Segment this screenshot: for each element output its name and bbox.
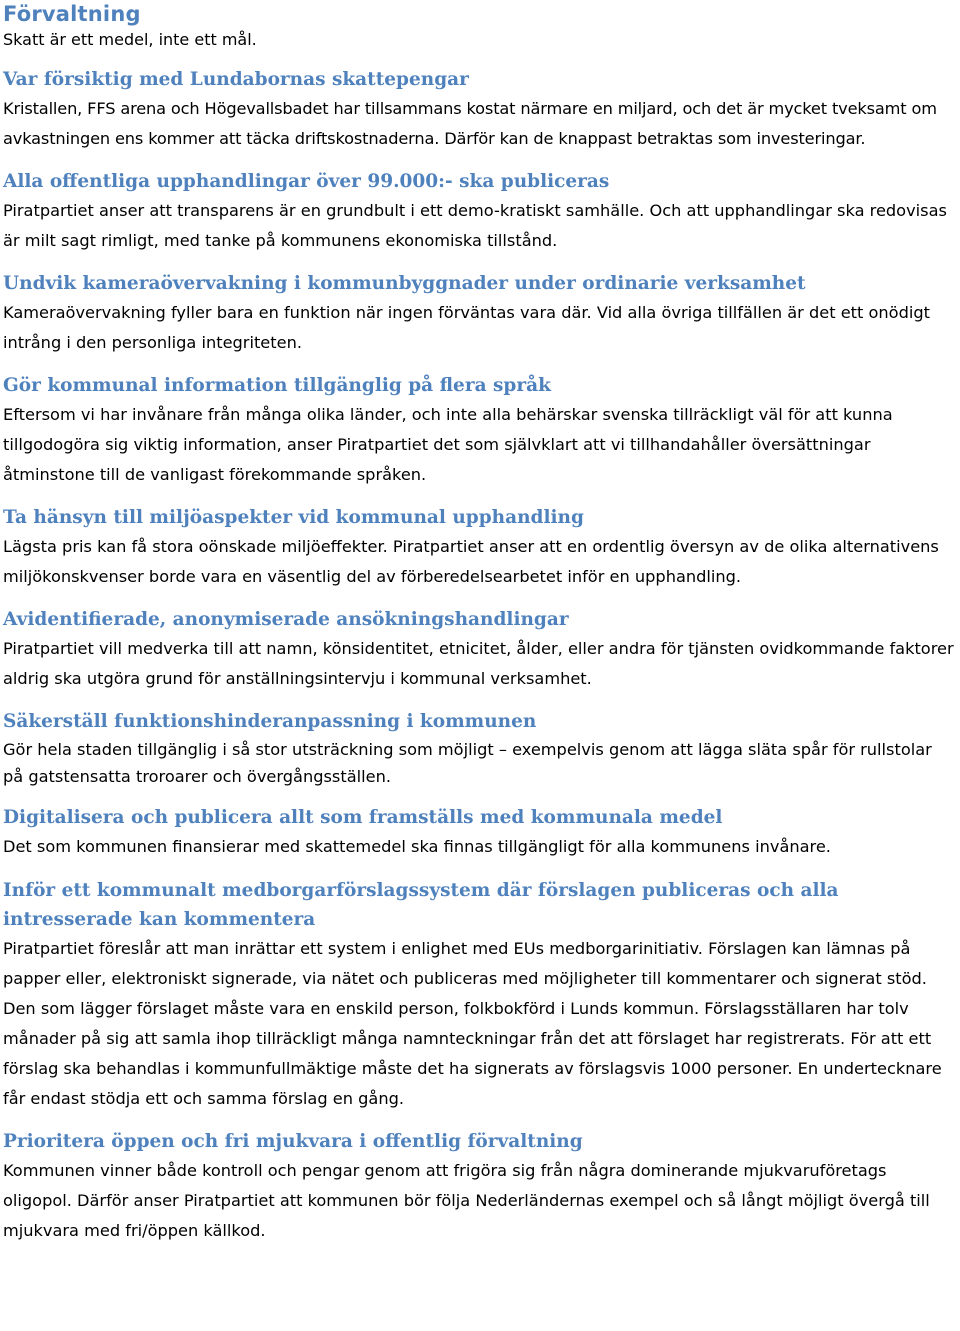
section-heading: Säkerställ funktionshinderanpassning i kommunen (3, 711, 537, 732)
section-lundabornas-skattepengar (3, 66, 957, 154)
page-title: Förvaltning (3, 2, 141, 26)
section-heading: Var försiktig med Lundabornas skattepengar (3, 69, 469, 90)
section-ansokningshandlingar (3, 606, 957, 694)
section-body: Det som kommunen finansierar med skattemedel ska finnas tillgängligt för alla kommunens invånare. (3, 837, 831, 856)
section-kameraovervakning (3, 270, 957, 358)
section-body: Kristallen, FFS arena och Högevallsbadet har tillsammans kostat närmare en miljard, och det är mycket tveksamt om avkastningen ens kommer att täcka driftskostnaderna. Därför kan de knappast betraktas som investeringar. (3, 99, 937, 148)
section-body: Eftersom vi har invånare från många olika länder, och inte alla behärskar svenska tillräckligt väl för att kunna tillgodogöra sig viktig information, anser Piratpartiet det som självklart att vi tillhandahåller översättningar åtminstone till de vanligast förekommande språken. (3, 405, 893, 484)
section-heading: Avidentifierade, anonymiserade ansökningshandlingar (3, 609, 569, 630)
section-body: Kameraövervakning fyller bara en funktion när ingen förväntas vara där. Vid alla övriga tillfällen är det ett onödigt intrång i den personliga integriteten. (3, 303, 930, 352)
section-digitalisera (3, 804, 957, 862)
section-offentliga-upphandlingar (3, 168, 957, 256)
section-miljoaspekter (3, 504, 957, 592)
page-subtitle: Skatt är ett medel, inte ett mål. (3, 30, 257, 49)
section-heading: Alla offentliga upphandlingar över 99.000:- ska publiceras (3, 171, 610, 192)
section-medborgarforslag (3, 876, 957, 1114)
section-flera-sprak (3, 372, 957, 490)
section-body: Gör hela staden tillgänglig i så stor utsträckning som möjligt – exempelvis genom att lägga släta spår för rullstolar på gatstensatta troroarer och övergångsställen. (3, 740, 932, 786)
section-heading: Digitalisera och publicera allt som framställs med kommunala medel (3, 807, 723, 828)
section-fri-mjukvara (3, 1128, 957, 1246)
section-body: Lägsta pris kan få stora oönskade miljöeffekter. Piratpartiet anser att en ordentlig översyn av de olika alternativens miljökonskvenser borde vara en väsentlig del av förberedelsearbetet inför en upphandling. (3, 537, 939, 586)
section-body: Piratpartiet vill medverka till att namn, könsidentitet, etnicitet, ålder, eller andra för tjänsten ovidkommande faktorer aldrig ska utgöra grund för anställningsintervju i kommunal verksamhet. (3, 639, 954, 688)
section-heading: Gör kommunal information tillgänglig på flera språk (3, 375, 551, 396)
section-body: Kommunen vinner både kontroll och pengar genom att frigöra sig från några dominerande mjukvaruföretags oligopol. Därför anser Piratpartiet att kommunen bör följa Nederländernas exempel och så långt möjligt övergå till mjukvara med fri/öppen källkod. (3, 1161, 930, 1240)
section-body: Piratpartiet föreslår att man inrättar ett system i enlighet med EUs medborgarinitiativ. Förslagen kan lämnas på papper eller, elektroniskt signerade, via nätet och publiceras med möjligheter till kommentarer och signerat stöd. Den som lägger förslaget måste vara en enskild person, folkbokförd i Lunds kommun. Förslagsställaren har tolv månader på sig att samla ihop tillräckligt många namnteckningar från det att förslaget har registrerats. För att ett förslag ska behandlas i kommunfullmäktige måste det ha signerats av förslagsvis 1000 personer. En undertecknare får endast stödja ett och samma förslag en gång. (3, 939, 942, 1108)
section-funktionshinderanpassning (3, 708, 957, 790)
section-heading: Prioritera öppen och fri mjukvara i offentlig förvaltning (3, 1131, 583, 1152)
section-heading: Inför ett kommunalt medborgarförslagssystem där förslagen publiceras och alla intresserade kan kommentera (3, 880, 839, 930)
section-body: Piratpartiet anser att transparens är en grundbult i ett demo-kratiskt samhälle. Och att upphandlingar ska redovisas är milt sagt rimligt, med tanke på kommunens ekonomiska tillstånd. (3, 201, 947, 250)
section-heading: Ta hänsyn till miljöaspekter vid kommunal upphandling (3, 507, 584, 528)
section-heading: Undvik kameraövervakning i kommunbyggnader under ordinarie verksamhet (3, 273, 806, 294)
